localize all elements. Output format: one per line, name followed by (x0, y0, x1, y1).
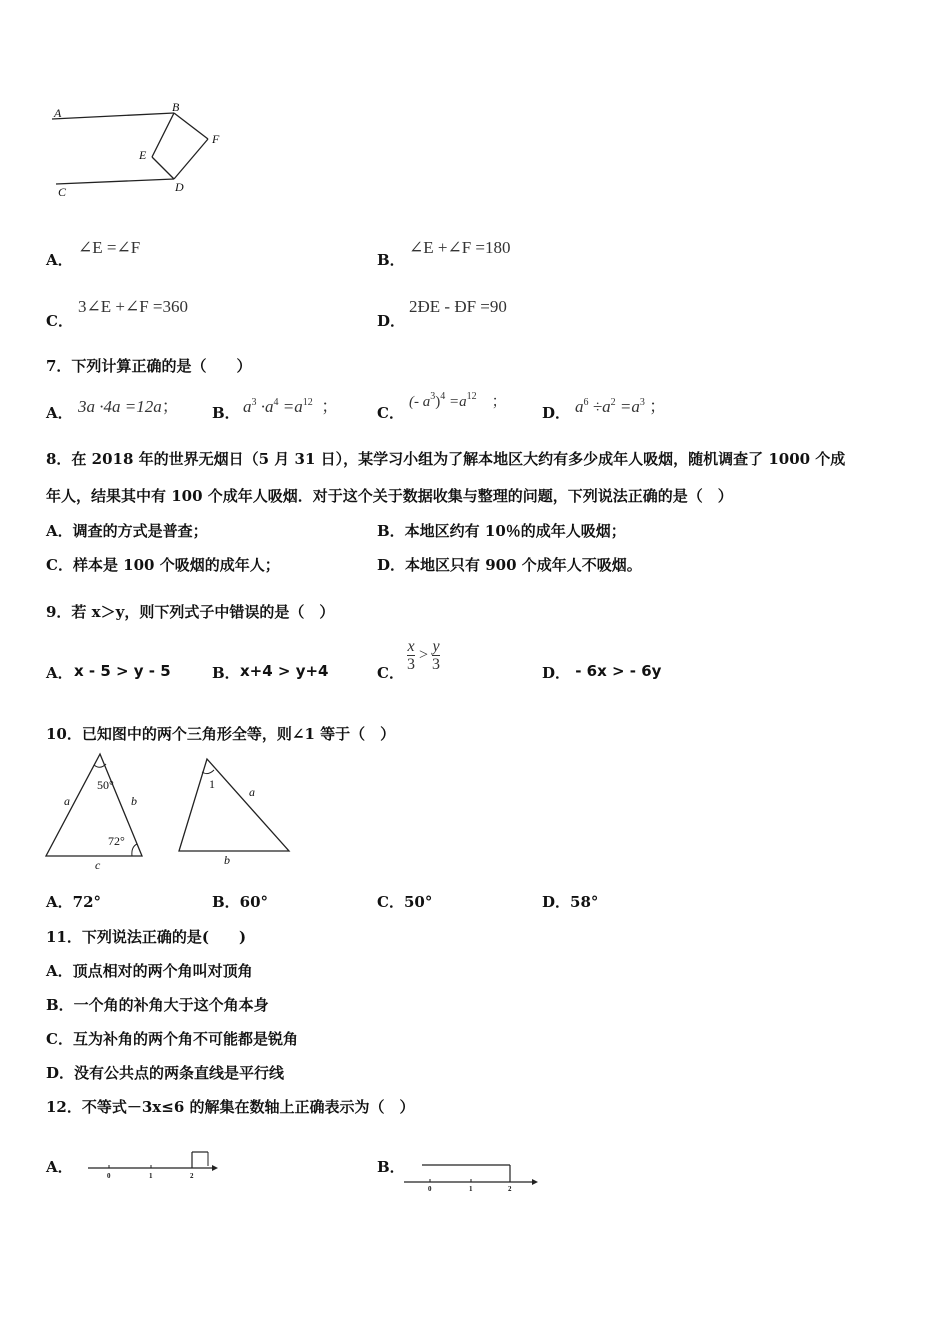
label-c: C (58, 185, 67, 199)
triangle-figure-2 (175, 755, 295, 870)
side-b-label: b (131, 794, 137, 808)
q7-option-a-expr: 3a ·4a =12a； (78, 397, 179, 416)
q10-stem: 10．已知图中的两个三角形全等，则∠1 等于（ ） (46, 725, 396, 743)
q6-option-c-label: C． (46, 312, 73, 330)
label-a: A (54, 106, 62, 120)
label-d: D (175, 180, 184, 194)
q8-option-a: A．调查的方式是普查； (46, 522, 208, 540)
angle-50-label: 50° (97, 778, 114, 792)
q12-option-b-label: B． (377, 1158, 405, 1176)
q6-option-c-expr: 3∠E +∠F =360 (78, 297, 189, 316)
q6-option-a-label: A． (46, 251, 73, 269)
q6-option-d-label: D． (377, 312, 406, 330)
q9-option-a-expr: x - 5 > y - 5 (74, 662, 171, 680)
q8-option-d: D．本地区只有 900 个成年人不吸烟。 (377, 556, 642, 574)
angle-1-label: 1 (209, 777, 215, 791)
side-a-label-2: a (249, 785, 255, 799)
side-c-label: c (95, 858, 101, 872)
q11-stem: 11．下列说法正确的是( ) (46, 928, 247, 946)
q10-option-d: D．58° (542, 893, 599, 911)
q10-option-b: B．60° (212, 893, 269, 911)
tick-label-0: 0 (428, 1185, 432, 1193)
q10-option-a: A．72° (46, 893, 102, 911)
q6-option-d-expr: 2ÐE - ÐF =90 (409, 297, 507, 316)
q6-option-b-expr: ∠E +∠F =180 (409, 238, 511, 257)
tick-label-2: 2 (190, 1172, 194, 1180)
tick-label-0: 0 (107, 1172, 111, 1180)
label-e: E (139, 148, 147, 162)
label-b: B (172, 100, 180, 114)
side-b-label-2: b (224, 853, 230, 867)
q9-option-d-expr: - 6x > - 6y (570, 662, 662, 680)
side-a-label: a (64, 794, 70, 808)
q11-option-a: A．顶点相对的两个角叫对顶角 (46, 962, 253, 980)
angle-72-label: 72° (108, 834, 125, 848)
q7-option-d-label: D． (542, 404, 571, 422)
q11-option-d: D．没有公共点的两条直线是平行线 (46, 1064, 285, 1082)
q6-option-b-label: B． (377, 251, 405, 269)
q11-option-b: B．一个角的补角大于这个角本身 (46, 996, 269, 1014)
label-f: F (212, 132, 220, 146)
tick-label-1: 1 (469, 1185, 473, 1193)
q8-option-b: B．本地区约有 10％的成年人吸烟； (377, 522, 626, 540)
q8-option-c: C．样本是 100 个吸烟的成年人； (46, 556, 280, 574)
q7-stem: 7．下列计算正确的是（ ） (46, 357, 252, 375)
q10-option-c: C．50° (377, 893, 433, 911)
q9-option-a-label: A． (46, 664, 73, 682)
q7-option-b-label: B． (212, 404, 240, 422)
q7-option-c-expr: (- $a^3)^4 =a^{12}$ ； (409, 391, 507, 410)
q12-stem: 12．不等式－3x≤6 的解集在数轴上正确表示为（ ） (46, 1098, 415, 1116)
q12-option-a-label: A． (46, 1158, 73, 1176)
q9-option-c-expr: $\frac{x}{3}$ > $\frac{y}{3}$ (407, 638, 441, 673)
q9-option-b-label: B． (212, 664, 240, 682)
q7-option-a-label: A． (46, 404, 73, 422)
parallel-lines-figure (40, 95, 240, 210)
fraction-x-over-3: $\frac{x}{3}$ (407, 638, 415, 673)
q7-option-b-expr: $a^3 \cdot a^4 =a^{12}$ ； (243, 397, 339, 416)
number-line-a (84, 1148, 224, 1184)
q7-option-c-label: C． (377, 404, 404, 422)
q6-option-a-expr: ∠E =∠F (78, 238, 141, 257)
q9-stem: 9．若 x＞y，则下列式子中错误的是（ ） (46, 603, 335, 621)
tick-label-1: 1 (149, 1172, 153, 1180)
q9-option-b-expr: x+4 > y+4 (240, 662, 329, 680)
tick-label-2: 2 (508, 1185, 512, 1193)
fraction-y-over-3: $\frac{y}{3}$ (432, 638, 441, 673)
number-line-b (400, 1158, 545, 1194)
q7-option-d-expr: $a^6 \div a^2 =a^3$ ； (575, 397, 667, 416)
q11-option-c: C．互为补角的两个角不可能都是锐角 (46, 1030, 298, 1048)
q8-stem-line2: 年人，结果其中有 100 个成年人吸烟．对于这个关于数据收集与整理的问题，下列说法正确的是（ ） (46, 487, 733, 505)
q8-stem-line1: 8．在 2018 年的世界无烟日（5 月 31 日），某学习小组为了解本地区大约有多少成年人吸烟，随机调查了 1000 个成 (46, 450, 846, 468)
q9-option-d-label: D． (542, 664, 571, 682)
q9-option-c-label: C． (377, 664, 404, 682)
triangle-figure-1 (40, 750, 150, 875)
